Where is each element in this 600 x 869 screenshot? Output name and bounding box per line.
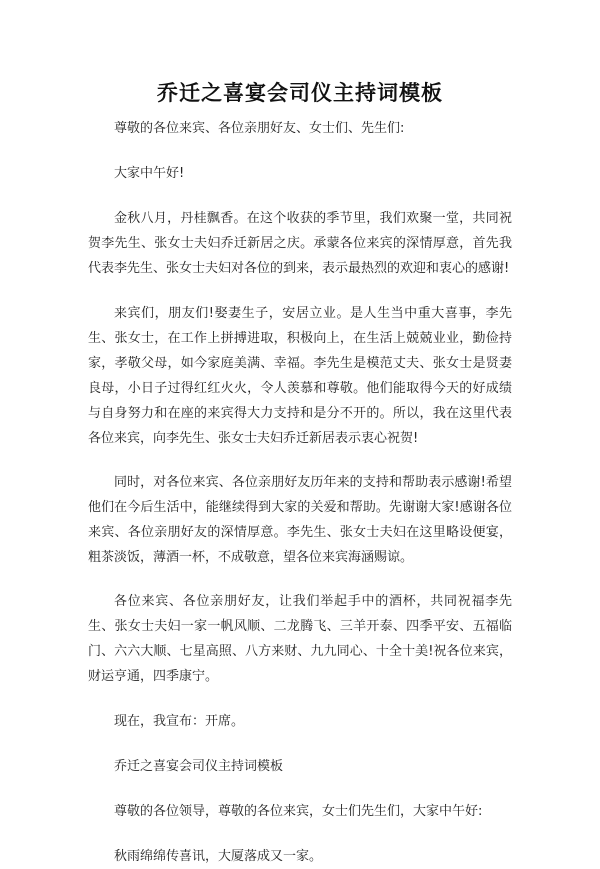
paragraph-toast: 各位来宾、各位亲朋好友，让我们举起手中的酒杯，共同祝福李先生、张女士夫妇一家一帆风顺、二龙腾飞、三羊开泰、四季平安、五福临门、六六大顺、七星高照、八方来财、九九同心、十全十美!祝各位来宾，财运亨通，四季康宁。 <box>88 594 512 684</box>
paragraph-praise: 来宾们，朋友们!娶妻生子，安居立业。是人生当中重大喜事，李先生、张女士，在工作上拼搏进取，积极向上，在生活上兢兢业业，勤俭持家，孝敬父母，如今家庭美满、幸福。李先生是模范丈夫、张女士是贤妻良母，小日子过得红红火火，令人羡慕和尊敬。他们能取得今天的好成绩与自身努力和在座的来宾得大力支持和是分不开的。所以，我在这里代表各位来宾，向李先生、张女士夫妇乔迁新居表示衷心祝贺! <box>88 306 512 446</box>
paragraph-greeting: 尊敬的各位来宾、各位亲朋好友、女士们、先生们: <box>114 121 405 136</box>
paragraph-second-title: 乔迁之喜宴会司仪主持词模板 <box>114 759 284 774</box>
paragraph-opening: 金秋八月，丹桂飘香。在这个收获的季节里，我们欢聚一堂，共同祝贺李先生、张女士夫妇乔迁新居之庆。承蒙各位来宾的深情厚意，首先我代表李先生、张女士夫妇对各位的到来，表示最热烈的欢迎和衷心的感谢! <box>88 211 512 276</box>
paragraph-announce: 现在，我宣布：开席。 <box>114 714 245 729</box>
document-title: 乔迁之喜宴会司仪主持词模板 <box>157 81 443 105</box>
paragraph-second-greeting: 尊敬的各位领导，尊敬的各位来宾，女士们先生们，大家中午好: <box>114 804 483 819</box>
paragraph-thanks: 同时，对各位来宾、各位亲朋好友历年来的支持和帮助表示感谢!希望他们在今后生活中，能继续得到大家的关爱和帮助。先谢谢大家!感谢各位来宾、各位亲朋好友的深情厚意。李先生、张女士夫妇在这里略设便宴，粗茶淡饭，薄酒一杯，不成敬意，望各位来宾海涵赐谅。 <box>88 475 512 565</box>
paragraph-verse: 秋雨绵绵传喜讯，大厦落成又一家。 <box>114 849 323 864</box>
paragraph-hello: 大家中午好! <box>114 166 185 181</box>
document-body <box>88 116 512 869</box>
